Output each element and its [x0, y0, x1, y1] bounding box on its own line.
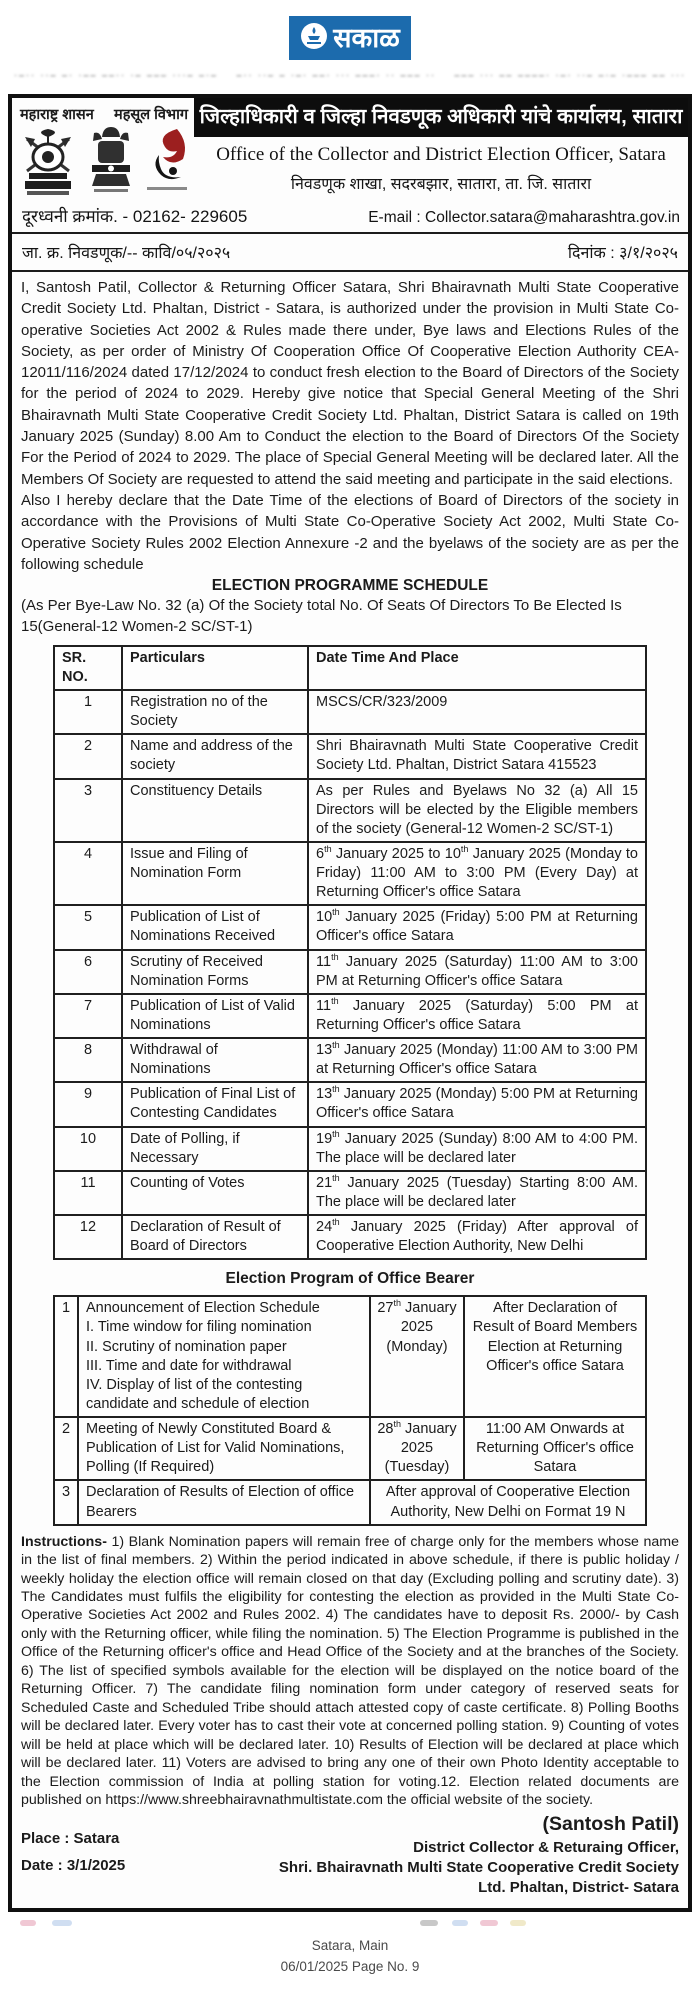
smudge-mark [452, 1920, 468, 1926]
schedule-date-time-place: 13th January 2025 (Monday) 11:00 AM to 3:00 PM at Returning Officer's office Satara [308, 1038, 646, 1082]
schedule-row [54, 1082, 646, 1126]
office-bearer-merged-detail: After approval of Cooperative Election Authority, New Delhi on Format 19 N [370, 1480, 646, 1524]
schedule-row [54, 842, 646, 905]
schedule-particulars: Publication of List of Valid Nominations [122, 994, 308, 1038]
schedule-sr-no: 6 [54, 950, 122, 994]
contact-row [12, 202, 688, 232]
schedule-particulars: Scrutiny of Received Nomination Forms [122, 950, 308, 994]
schedule-heading: ELECTION PROGRAMME SCHEDULE [211, 577, 489, 595]
col-header-date-time-place: Date Time And Place [308, 646, 646, 690]
sakal-logo-text: सकाळ [333, 22, 400, 54]
schedule-date-time-place: 11th January 2025 (Saturday) 11:00 AM to 3:00 PM at Returning Officer's office Satara [308, 950, 646, 994]
instructions-label: Instructions- [21, 1533, 107, 1550]
signatory-society: Shri. Bhairavnath Multi State Cooperative Credit Society [278, 1858, 679, 1876]
schedule-date-time-place: As per Rules and Byelaws No 32 (a) All 15 Directors will be elected by the Eligible members of the society (General-12 Women-2 SC/ST-1) [308, 779, 646, 842]
fine-print-right: ––– ··· –– ––––· ·–· ··– –·– ·––– –– ··· [454, 70, 686, 80]
smudge-mark [510, 1920, 526, 1926]
schedule-row [54, 779, 646, 842]
schedule-header-row [54, 646, 646, 690]
schedule-particulars: Publication of List of Nominations Received [122, 905, 308, 949]
fine-print-left: ·–·· ··– –· ·–– ––·· ·– ––– ···– –·– [14, 70, 219, 80]
fine-print-mid: –·· ··– – ·–· ––· ··· –––· ·· ––– ·· [236, 70, 436, 80]
schedule-row [54, 1127, 646, 1171]
schedule-particulars: Date of Polling, if Necessary [122, 1127, 308, 1171]
schedule-table-body [54, 690, 646, 1259]
notice-date: दिनांक : ३/१/२०२५ [567, 245, 678, 262]
email-address: E-mail : Collector.satara@maharashtra.gov.in [368, 209, 680, 226]
office-title-block [194, 98, 688, 202]
office-bearer-sr-no: 1 [54, 1296, 78, 1417]
schedule-date-time-place: 11th January 2025 (Saturday) 5:00 PM at Returning Officer's office Satara [308, 994, 646, 1038]
schedule-date-time-place: 13th January 2025 (Monday) 5:00 PM at Returning Officer's office Satara [308, 1082, 646, 1126]
reference-row [12, 234, 688, 270]
footer-date-page: 06/01/2025 Page No. 9 [280, 1958, 420, 1974]
schedule-sr-no: 8 [54, 1038, 122, 1082]
schedule-row [54, 994, 646, 1038]
office-bearer-place: After Declaration of Result of Board Members Election at Returning Officer's office Satara [464, 1296, 646, 1417]
schedule-row [54, 905, 646, 949]
masthead-fine-print [0, 60, 700, 84]
schedule-date-time-place: 6th January 2025 to 10th January 2025 (Monday to Friday) 11:00 AM to 3:00 PM (Every Day) at Returning Officer's office Satara [308, 842, 646, 905]
schedule-sr-no: 3 [54, 779, 122, 842]
schedule-particulars: Publication of Final List of Contesting Candidates [122, 1082, 308, 1126]
election-notice [8, 94, 692, 1912]
schedule-particulars: Withdrawal of Nominations [122, 1038, 308, 1082]
sakal-lamp-icon [300, 22, 328, 55]
office-bearer-date: 27th January 2025 (Monday) [370, 1296, 464, 1417]
smudge-mark [20, 1920, 36, 1926]
print-smudges [8, 1916, 692, 1932]
notice-paragraph-2: Also I hereby declare that the Date Time of the elections of Board of Directors of the society in accordance with the Provisions of Multi State Co-Operative Society Act 2002, Multi State Co-Operative Society Rules 2002 Election Annexure -2 and the byelaws of the society are as per the following schedule [21, 491, 679, 573]
phone-number: दूरध्वनी क्रमांक. - 02162- 229605 [22, 207, 248, 226]
office-bearer-row [54, 1480, 646, 1524]
notice-paragraph-1: I, Santosh Patil, Collector & Returning Officer Satara, Shri Bhairavnath Multi State Cooperative Credit Society Ltd. Phaltan, District - Satara, is authorized under the provision in Multi State Co-operative Societies Act 2002 & Rules made there under, Bye laws and Elections Rules of the Society, as per order of Ministry Of Cooperation Office Of Cooperative Election Authority CEA-12011/116/2024 dated 17/12/2024 to conduct fresh election to the Board of Directors of the Society for the period of 2024 to 2029. Hereby give notice that Special General Meeting of the Shri Bhairavnath Multi State Cooperative Credit Society Ltd. Phaltan, District Satara is called on 19th January 2025 (Sunday) 8.00 Am to Conduct the election to the Board of Directors Of the Society For the Period of 2024 to 2029. The place of Special General Meeting will be declared later. All the Members Of Society are requested to attend the said meeting and participate in the said elections. [21, 279, 679, 488]
cooperative-flame-logo-icon [143, 125, 191, 202]
office-title-english: Office of the Collector and District Election Officer, Satara [216, 143, 666, 165]
office-bearer-place: 11:00 AM Onwards at Returning Officer's office Satara [464, 1417, 646, 1480]
schedule-particulars: Constituency Details [122, 779, 308, 842]
ashoka-lion-capital-emblem-icon [86, 125, 136, 202]
instructions-paragraph [12, 1526, 688, 1810]
masthead [0, 0, 700, 84]
schedule-sr-no: 10 [54, 1127, 122, 1171]
schedule-sr-no: 2 [54, 734, 122, 778]
signoff-date: Date : 3/1/2025 [21, 1857, 126, 1875]
office-bearer-date: 28th January 2025 (Tuesday) [370, 1417, 464, 1480]
footer-edition: Satara, Main [311, 1938, 389, 1954]
signatory-name: (Santosh Patil) [542, 1813, 679, 1836]
office-bearer-sr-no: 3 [54, 1480, 78, 1524]
schedule-particulars: Issue and Filing of Nomination Form [122, 842, 308, 905]
signatory-designation: District Collector & Returaing Officer, [413, 1838, 679, 1856]
notice-header [12, 98, 688, 202]
office-subtitle-marathi: निवडणूक शाखा, सदरबझार, सातारा, ता. जि. सातारा [290, 175, 592, 193]
office-bearer-row [54, 1296, 646, 1417]
schedule-date-time-place: MSCS/CR/323/2009 [308, 690, 646, 734]
schedule-date-time-place: 19th January 2025 (Sunday) 8:00 AM to 4:00 PM. The place will be declared later [308, 1127, 646, 1171]
schedule-row [54, 950, 646, 994]
smudge-mark [480, 1920, 498, 1926]
schedule-date-time-place: 21th January 2025 (Tuesday) Starting 8:00 AM. The place will be declared later [308, 1171, 646, 1215]
schedule-particulars: Declaration of Result of Board of Directors [122, 1215, 308, 1259]
office-bearer-description: Declaration of Results of Election of office Bearers [78, 1480, 370, 1524]
signatory-location: Ltd. Phaltan, District- Satara [478, 1879, 679, 1897]
schedule-row [54, 1171, 646, 1215]
col-header-sr-no: SR. NO. [54, 646, 122, 690]
schedule-row [54, 1038, 646, 1082]
office-bearer-table-body [54, 1296, 646, 1524]
gov-label-revenue: महसूल विभाग [114, 107, 188, 123]
schedule-row [54, 690, 646, 734]
gov-label-maharashtra: महाराष्ट्र शासन [20, 107, 94, 123]
schedule-date-time-place: 24th January 2025 (Friday) After approval of Cooperative Election Authority, New Delhi [308, 1215, 646, 1259]
election-schedule-table [53, 645, 647, 1261]
office-bearer-description: Meeting of Newly Constituted Board & Publication of List for Valid Nominations, Polling (If Required) [78, 1417, 370, 1480]
schedule-row [54, 734, 646, 778]
maharashtra-government-emblem-icon [17, 127, 79, 202]
schedule-sr-no: 11 [54, 1171, 122, 1215]
schedule-particulars: Name and address of the society [122, 734, 308, 778]
outward-number: जा. क्र. निवडणूक/-- कावि/०५/२०२५ [22, 245, 231, 262]
schedule-particulars: Counting of Votes [122, 1171, 308, 1215]
schedule-date-time-place: Shri Bhairavnath Multi State Cooperative Credit Society Ltd. Phaltan, District Satara 415523 [308, 734, 646, 778]
instructions-text: 1) Blank Nomination papers will remain free of charge only for the members whose name in the list of final members. 2) Within the period indicated in above schedule, if there is public holiday / weekly holiday the election office will remain closed on that day (Excluding polling and scrutiny date). 3) The Candidates must fulfils the eligibility for contesting the election as provided in the Multi State Co-Operative Societies Act 2002 and Rules 2002. 4) The candidates have to deposit Rs. 2000/- by Cash only with the Returning officer, while filing the nomination. 5) The Election Programme is published in the Office of the Returning officer's office and Head Office of the Society and at the branches of the Society. 6) The list of specified symbols available for the election will be displayed on the notice board of the Returning Officer. 7) The candidate filing nomination form under category of reserved seats for Scheduled Caste and Scheduled Tribe should attach attested copy of caste certificate. 8) Polling Booths will be declared later. Every voter has to cast their vote at concerned polling station. 9) Counting of votes will be held at place which will be declared later. 10) Results of Election will be declared at place which will be declared later. 11) Voters are advised to bring any one of their own Photo Identity acceptable to the Election commission of India at polling station for voting.12. Election related documents are published on https://www.shreebhairavnathmultistate.com the official website of the society. [21, 1533, 679, 1808]
schedule-sr-no: 5 [54, 905, 122, 949]
sakal-newspaper-logo [289, 16, 411, 60]
office-title-marathi: जिल्हाधिकारी व जिल्हा निवडणूक अधिकारी यांचे कार्यालय, सातारा [194, 98, 688, 137]
smudge-mark [52, 1920, 72, 1926]
office-bearer-heading: Election Program of Office Bearer [225, 1270, 475, 1288]
col-header-particulars: Particulars [122, 646, 308, 690]
signoff-place: Place : Satara [21, 1830, 120, 1848]
office-bearer-row [54, 1417, 646, 1480]
schedule-sr-no: 12 [54, 1215, 122, 1259]
schedule-date-time-place: 10th January 2025 (Friday) 5:00 PM at Returning Officer's office Satara [308, 905, 646, 949]
schedule-sr-no: 4 [54, 842, 122, 905]
office-bearer-sr-no: 2 [54, 1417, 78, 1480]
office-bearer-table [53, 1295, 647, 1525]
schedule-sr-no: 7 [54, 994, 122, 1038]
signoff-block [12, 1809, 688, 1908]
government-panel [12, 98, 194, 202]
schedule-sr-no: 9 [54, 1082, 122, 1126]
smudge-mark [420, 1920, 438, 1926]
schedule-note: (As Per Bye-Law No. 32 (a) Of the Society total No. Of Seats Of Directors To Be Elected Is 15(General-12 Women-2 SC/ST-1) [21, 597, 622, 636]
schedule-particulars: Registration no of the Society [122, 690, 308, 734]
schedule-row [54, 1215, 646, 1259]
office-bearer-description: Announcement of Election Schedule I. Time window for filing nomination II. Scrutiny of nomination paper III. Time and date for withdrawal IV. Display of list of the contesting candidate and schedule of election [78, 1296, 370, 1417]
schedule-sr-no: 1 [54, 690, 122, 734]
page-footer [0, 1932, 700, 1991]
